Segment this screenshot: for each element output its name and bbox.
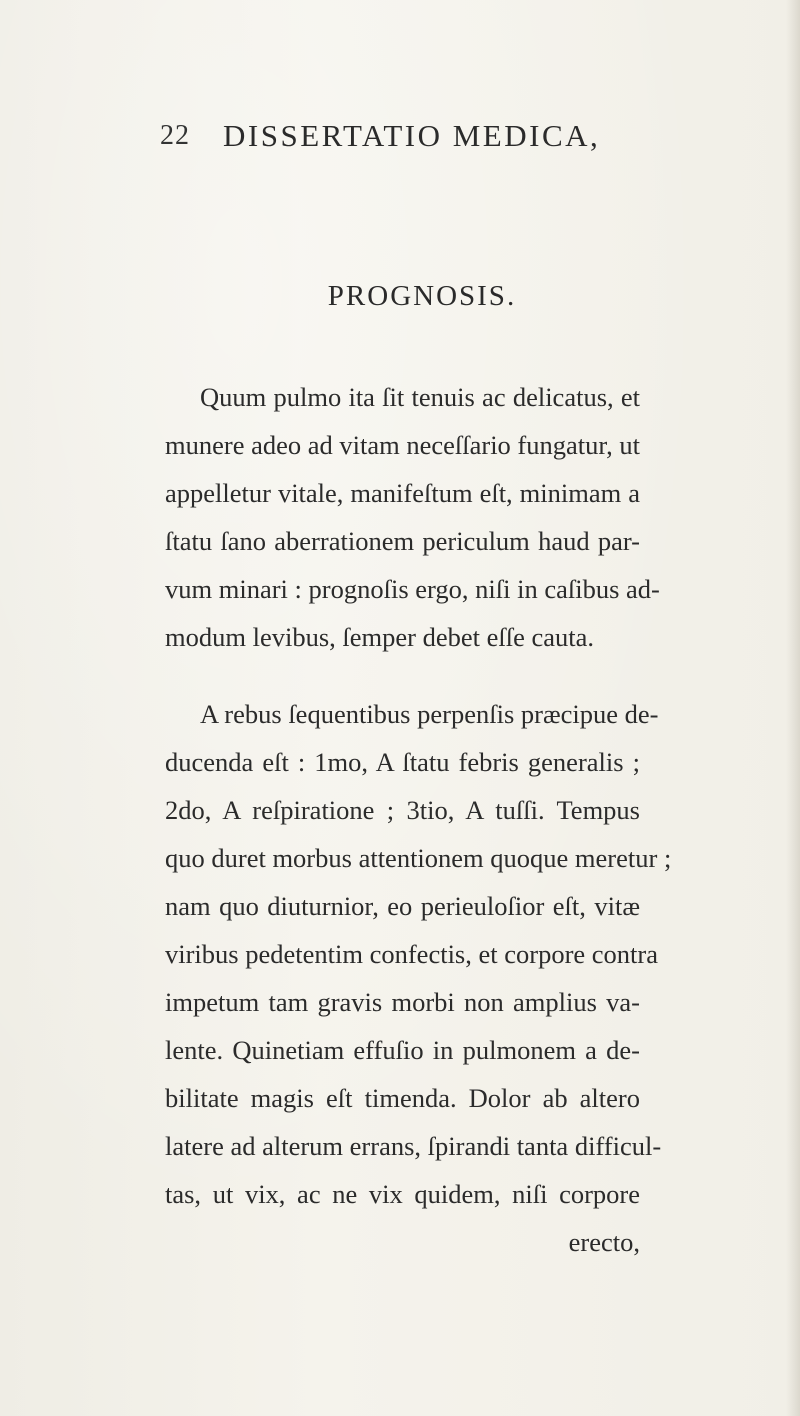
catchword: erecto, [568,1227,640,1257]
paragraph-2-line-6: viribus pedetentim confectis, et corpore contra [165,939,659,969]
paragraph-1-line-1: Quum pulmo ita ſit tenuis ac delicatus, et [200,382,640,412]
paragraph-2-line-7: impetum tam gravis morbi non amplius va- [165,987,640,1017]
page-edge-shadow [786,0,800,1416]
paragraph-2-line-11: tas, ut vix, ac ne vix quidem, niſi corpore [165,1179,640,1209]
page-header [0,118,800,158]
paragraph-1-line-5: vum minari : prognoſis ergo, niſi in caſibus ad- [165,574,660,604]
paragraph-2-line-8: lente. Quinetiam effuſio in pulmonem a de- [165,1035,640,1065]
paragraph-2-line-5: nam quo diuturnior, eo perieuloſior eſt, vitæ [165,891,640,921]
running-head: DISSERTATIO MEDICA, [223,118,601,153]
paragraph-2-line-4: quo duret morbus attentionem quoque meretur ; [165,843,672,873]
section-title: PROGNOSIS. [327,280,517,312]
page-number: 22 [160,120,190,151]
paragraph-1-line-3: appelletur vitale, manifeſtum eſt, minimam a [165,478,640,508]
paragraph-2-line-2: ducenda eſt : 1mo, A ſtatu febris generalis ; [165,747,640,777]
paragraph-2-line-10: latere ad alterum errans, ſpirandi tanta difficul- [165,1131,662,1161]
paragraph-1-line-6: modum levibus, ſemper debet eſſe cauta. [165,622,595,652]
paragraph-1-line-4: ſtatu ſano aberrationem periculum haud par- [165,526,640,556]
paragraph-2-line-1: A rebus ſequentibus perpenſis præcipue de- [200,699,659,729]
paragraph-1-line-2: munere adeo ad vitam neceſſario fungatur, ut [165,430,641,460]
paragraph-2-line-9: bilitate magis eſt timenda. Dolor ab altero [165,1083,640,1113]
paragraph-2-line-3: 2do, A reſpiratione ; 3tio, A tuſſi. Tempus [165,795,640,825]
